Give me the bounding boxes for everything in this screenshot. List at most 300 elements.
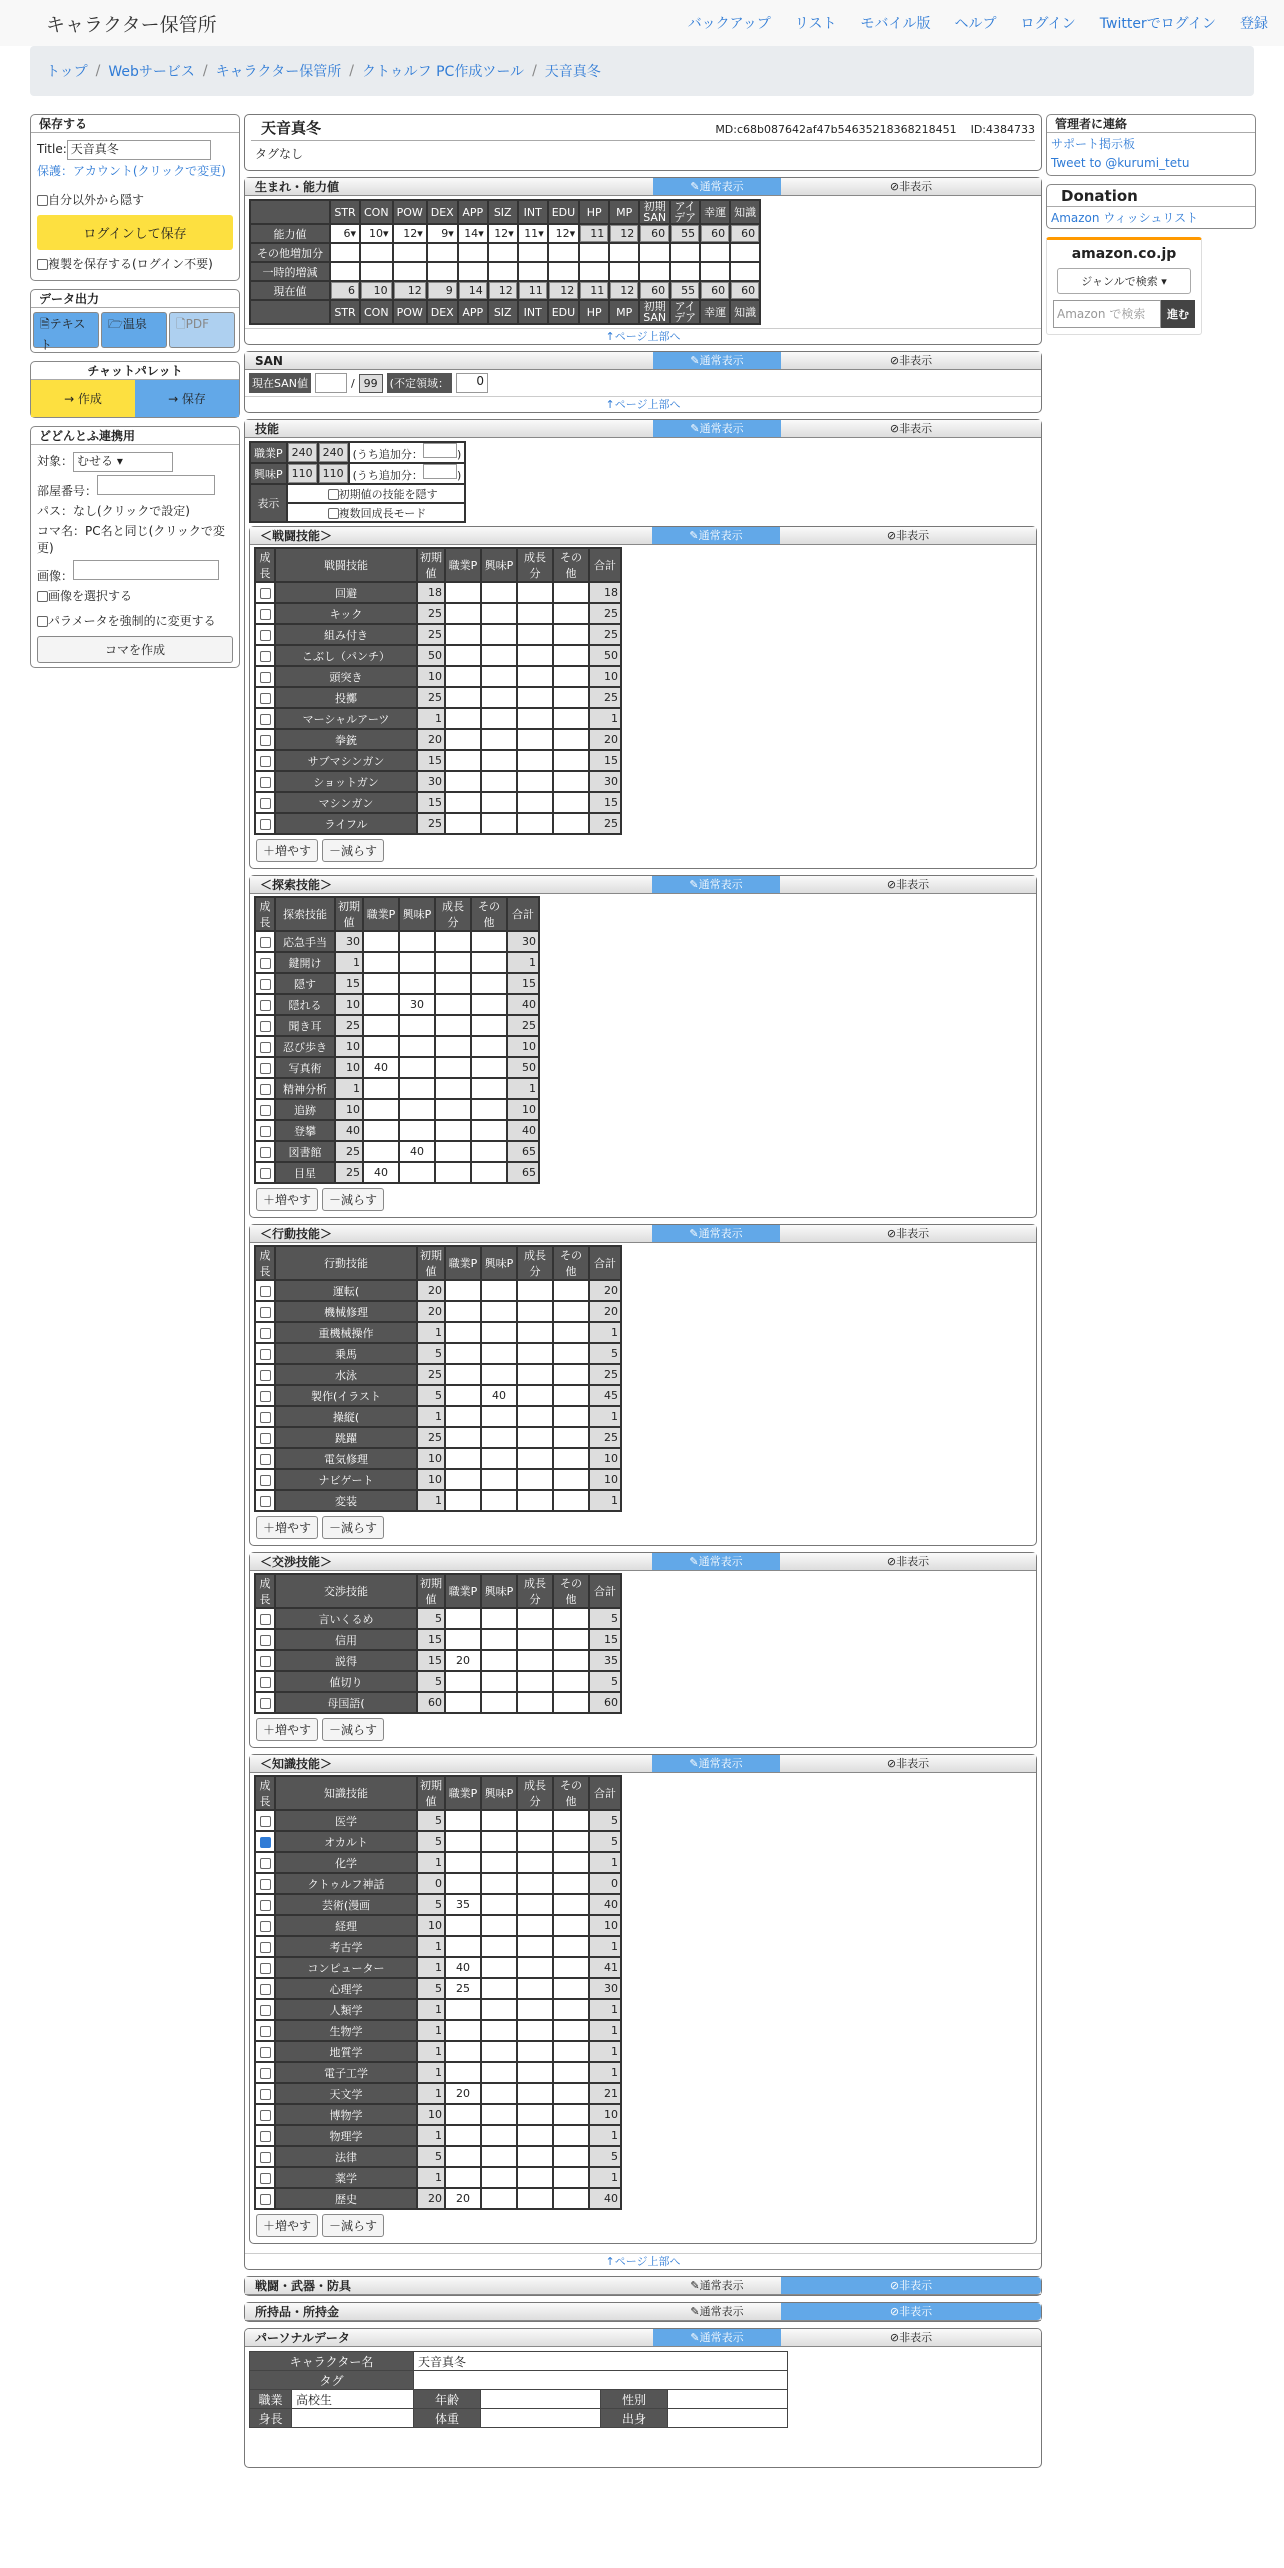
skill-growth-input[interactable] <box>518 751 552 770</box>
ability-input[interactable] <box>731 263 759 280</box>
normal-view-button[interactable] <box>653 2329 781 2346</box>
remove-row-button[interactable]: －減らす <box>322 1188 384 1211</box>
ability-input[interactable] <box>640 263 669 280</box>
grow-checkbox[interactable] <box>260 979 271 990</box>
grow-checkbox[interactable] <box>260 1286 271 1297</box>
skill-interest-input[interactable] <box>400 1016 434 1035</box>
skill-growth-input[interactable] <box>518 646 552 665</box>
skill-other-input[interactable] <box>554 1386 588 1405</box>
skill-job-input[interactable]: 25 <box>446 1979 480 1998</box>
skill-other-input[interactable] <box>554 772 588 791</box>
skill-job-input[interactable]: 20 <box>446 2189 480 2208</box>
skill-interest-input[interactable] <box>482 1491 516 1510</box>
grow-checkbox[interactable] <box>260 1984 271 1995</box>
grow-checkbox[interactable] <box>260 1042 271 1053</box>
remove-row-button[interactable]: －減らす <box>322 1516 384 1539</box>
skill-growth-input[interactable] <box>518 1470 552 1489</box>
skill-interest-input[interactable] <box>482 2000 516 2019</box>
skill-interest-input[interactable] <box>482 1937 516 1956</box>
skill-job-input[interactable] <box>446 1853 480 1872</box>
pass-link[interactable]: パス：なし(クリックで設定) <box>37 504 190 518</box>
grow-checkbox[interactable] <box>260 693 271 704</box>
skill-other-input[interactable] <box>554 793 588 812</box>
genre-select[interactable]: ジャンルで検索 ▾ <box>1057 268 1191 294</box>
skill-other-input[interactable] <box>554 1491 588 1510</box>
skill-interest-input[interactable] <box>482 2126 516 2145</box>
skill-interest-input[interactable] <box>482 2021 516 2040</box>
skill-growth-input[interactable] <box>518 1609 552 1628</box>
add-row-button[interactable]: ＋増やす <box>256 1188 318 1211</box>
skill-other-input[interactable] <box>554 2021 588 2040</box>
skill-other-input[interactable] <box>554 1979 588 1998</box>
skill-other-input[interactable] <box>554 814 588 833</box>
ability-input[interactable] <box>610 244 638 261</box>
copy-checkbox[interactable] <box>37 259 48 270</box>
skill-growth-input[interactable] <box>518 1386 552 1405</box>
skill-growth-input[interactable] <box>436 932 470 951</box>
skill-job-input[interactable] <box>446 814 480 833</box>
ability-input[interactable] <box>549 263 578 280</box>
skill-growth-input[interactable] <box>518 2084 552 2103</box>
normal-view-button[interactable] <box>653 352 781 369</box>
hide-button[interactable] <box>781 420 1041 437</box>
skill-job-input[interactable] <box>446 688 480 707</box>
grow-checkbox[interactable] <box>260 1147 271 1158</box>
skill-job-input[interactable] <box>446 1407 480 1426</box>
grow-checkbox[interactable] <box>260 1021 271 1032</box>
skill-other-input[interactable] <box>554 1874 588 1893</box>
skill-growth-input[interactable] <box>436 1058 470 1077</box>
nav-link[interactable]: Twitterでログイン <box>1099 16 1216 32</box>
skill-interest-input[interactable] <box>482 709 516 728</box>
normal-view-button[interactable] <box>652 527 780 544</box>
ability-select[interactable] <box>489 225 517 242</box>
ability-input[interactable] <box>731 244 759 261</box>
skill-growth-input[interactable] <box>518 604 552 623</box>
skill-growth-input[interactable] <box>518 2126 552 2145</box>
skill-interest-input[interactable] <box>482 1979 516 1998</box>
skill-other-input[interactable] <box>554 1651 588 1670</box>
skill-other-input[interactable] <box>554 1449 588 1468</box>
skill-other-input[interactable] <box>554 1832 588 1851</box>
page-top-link[interactable]: ↑ページ上部へ <box>245 396 1041 412</box>
skill-job-input[interactable]: 20 <box>446 1651 480 1670</box>
skill-other-input[interactable] <box>472 953 506 972</box>
grow-checkbox[interactable] <box>260 1433 271 1444</box>
grow-checkbox[interactable] <box>260 1900 271 1911</box>
skill-job-input[interactable] <box>446 1470 480 1489</box>
grow-checkbox[interactable] <box>260 1963 271 1974</box>
ability-input[interactable] <box>331 263 359 280</box>
breadcrumb-item[interactable]: クトゥルフ PC作成ツール <box>362 64 525 80</box>
skill-interest-input[interactable] <box>482 1651 516 1670</box>
skill-interest-input[interactable] <box>482 1832 516 1851</box>
skill-other-input[interactable] <box>554 2042 588 2061</box>
grow-checkbox[interactable] <box>260 1349 271 1360</box>
skill-growth-input[interactable] <box>518 1449 552 1468</box>
grow-checkbox[interactable] <box>260 1656 271 1667</box>
grow-checkbox[interactable] <box>260 2110 271 2121</box>
skill-interest-input[interactable] <box>482 1365 516 1384</box>
normal-view-button[interactable] <box>652 1553 780 1570</box>
hide-checkbox[interactable] <box>37 195 48 206</box>
skill-growth-input[interactable] <box>518 1832 552 1851</box>
chat-create-button[interactable]: → 作成 <box>31 380 135 417</box>
grow-checkbox[interactable] <box>260 672 271 683</box>
skill-interest-input[interactable] <box>482 2105 516 2124</box>
skill-interest-input[interactable] <box>482 1302 516 1321</box>
grow-checkbox[interactable] <box>260 1677 271 1688</box>
grow-checkbox[interactable] <box>260 651 271 662</box>
skill-growth-input[interactable] <box>518 625 552 644</box>
skill-interest-input[interactable] <box>400 932 434 951</box>
grow-checkbox[interactable] <box>260 1328 271 1339</box>
skill-job-input[interactable] <box>446 709 480 728</box>
skill-interest-input[interactable] <box>482 646 516 665</box>
skill-growth-input[interactable] <box>436 974 470 993</box>
ability-select[interactable] <box>331 225 359 242</box>
skill-other-input[interactable] <box>554 1281 588 1300</box>
skill-growth-input[interactable] <box>518 1651 552 1670</box>
skill-job-input[interactable] <box>446 1428 480 1447</box>
skill-interest-input[interactable] <box>400 1058 434 1077</box>
skill-other-input[interactable] <box>554 2084 588 2103</box>
skill-other-input[interactable] <box>554 1344 588 1363</box>
skill-growth-input[interactable] <box>518 1853 552 1872</box>
skill-job-input[interactable] <box>446 2105 480 2124</box>
skill-job-input[interactable] <box>446 1937 480 1956</box>
skill-job-input[interactable] <box>446 1386 480 1405</box>
skill-job-input[interactable] <box>446 2063 480 2082</box>
add-row-button[interactable]: ＋増やす <box>256 839 318 862</box>
skill-other-input[interactable] <box>472 1142 506 1161</box>
skill-interest-input[interactable] <box>482 2063 516 2082</box>
skill-other-input[interactable] <box>554 1470 588 1489</box>
skill-interest-input[interactable] <box>482 583 516 602</box>
skill-growth-input[interactable] <box>518 2168 552 2187</box>
skill-growth-input[interactable] <box>518 1344 552 1363</box>
skill-growth-input[interactable] <box>518 1811 552 1830</box>
ability-input[interactable] <box>701 263 729 280</box>
skill-interest-input[interactable] <box>482 1811 516 1830</box>
grow-checkbox[interactable] <box>260 958 271 969</box>
skill-job-input[interactable] <box>446 1302 480 1321</box>
grow-checkbox[interactable] <box>260 1858 271 1869</box>
skill-job-input[interactable] <box>446 2042 480 2061</box>
brand-title[interactable]: キャラクター保管所 <box>46 13 217 36</box>
skill-interest-input[interactable] <box>482 1916 516 1935</box>
breadcrumb-item[interactable]: 天音真冬 <box>544 64 601 80</box>
export-onsen-button[interactable] <box>101 312 167 348</box>
skill-growth-input[interactable] <box>518 1323 552 1342</box>
hide-button[interactable] <box>780 1225 1036 1242</box>
skill-interest-input[interactable]: 40 <box>482 1386 516 1405</box>
skill-other-input[interactable] <box>554 1693 588 1712</box>
hide-button[interactable] <box>781 2303 1041 2320</box>
grow-checkbox[interactable] <box>260 1614 271 1625</box>
normal-view-button[interactable] <box>653 178 781 195</box>
skill-growth-input[interactable] <box>436 995 470 1014</box>
grow-checkbox[interactable] <box>260 2005 271 2016</box>
skill-interest-input[interactable] <box>482 1449 516 1468</box>
skill-growth-input[interactable] <box>518 1302 552 1321</box>
grow-checkbox[interactable] <box>260 819 271 830</box>
skill-other-input[interactable] <box>472 932 506 951</box>
grow-checkbox[interactable] <box>260 1921 271 1932</box>
ability-input[interactable] <box>610 263 638 280</box>
grow-checkbox[interactable] <box>260 714 271 725</box>
grow-checkbox[interactable] <box>260 777 271 788</box>
skill-other-input[interactable] <box>554 1407 588 1426</box>
ability-input[interactable] <box>394 244 426 261</box>
name-value[interactable]: 天音真冬 <box>414 2352 788 2371</box>
skill-job-input[interactable] <box>446 1916 480 1935</box>
skill-job-input[interactable] <box>446 1672 480 1691</box>
ability-select[interactable] <box>394 225 426 242</box>
grow-checkbox[interactable] <box>260 1307 271 1318</box>
skill-interest-input[interactable] <box>400 1037 434 1056</box>
skill-job-input[interactable] <box>446 604 480 623</box>
skill-growth-input[interactable] <box>436 1016 470 1035</box>
grow-checkbox[interactable] <box>260 1837 271 1848</box>
login-save-button[interactable]: ログインして保存 <box>37 215 233 250</box>
skill-growth-input[interactable] <box>518 2021 552 2040</box>
grow-checkbox[interactable] <box>260 1084 271 1095</box>
breadcrumb-item[interactable]: Webサービス <box>108 64 195 80</box>
skill-growth-input[interactable] <box>518 688 552 707</box>
ability-input[interactable] <box>361 263 392 280</box>
skill-other-input[interactable] <box>554 1428 588 1447</box>
skill-growth-input[interactable] <box>518 2147 552 2166</box>
nav-link[interactable]: モバイル版 <box>860 16 931 32</box>
skill-growth-input[interactable] <box>518 1916 552 1935</box>
grow-checkbox[interactable] <box>260 1412 271 1423</box>
target-select[interactable]: むせる ▾ <box>73 452 173 472</box>
skill-job-input[interactable] <box>446 1832 480 1851</box>
skill-interest-input[interactable] <box>482 772 516 791</box>
grow-checkbox[interactable] <box>260 937 271 948</box>
skill-job-input[interactable]: 40 <box>364 1163 398 1182</box>
skill-other-input[interactable] <box>472 974 506 993</box>
normal-view-button[interactable] <box>652 1755 780 1772</box>
skill-other-input[interactable] <box>554 709 588 728</box>
nav-link[interactable]: ログイン <box>1020 16 1076 32</box>
skill-job-input[interactable] <box>446 625 480 644</box>
grow-checkbox[interactable] <box>260 1063 271 1074</box>
ability-select[interactable] <box>428 225 457 242</box>
skill-job-input[interactable] <box>364 1121 398 1140</box>
grow-checkbox[interactable] <box>260 756 271 767</box>
grow-checkbox[interactable] <box>260 1370 271 1381</box>
skill-interest-input[interactable] <box>400 953 434 972</box>
skill-job-input[interactable] <box>446 751 480 770</box>
ability-input[interactable] <box>640 244 669 261</box>
hide-button[interactable] <box>780 1755 1036 1772</box>
skill-job-input[interactable] <box>446 2168 480 2187</box>
skill-job-input[interactable] <box>364 953 398 972</box>
grow-checkbox[interactable] <box>260 2089 271 2100</box>
skill-interest-input[interactable] <box>482 1672 516 1691</box>
select-image-checkbox[interactable] <box>37 591 48 602</box>
skill-other-input[interactable] <box>472 1163 506 1182</box>
skill-interest-input[interactable] <box>482 1281 516 1300</box>
grow-checkbox[interactable] <box>260 1496 271 1507</box>
skill-growth-input[interactable] <box>518 1979 552 1998</box>
normal-view-button[interactable] <box>652 876 780 893</box>
skill-growth-input[interactable] <box>518 1407 552 1426</box>
skill-other-input[interactable] <box>554 646 588 665</box>
skill-job-input[interactable] <box>446 1693 480 1712</box>
skill-interest-input[interactable] <box>400 1079 434 1098</box>
grow-checkbox[interactable] <box>260 2131 271 2142</box>
skill-other-input[interactable] <box>472 1016 506 1035</box>
skill-other-input[interactable] <box>472 1058 506 1077</box>
export-text-button[interactable] <box>33 312 99 352</box>
job-extra-input[interactable] <box>423 443 457 458</box>
skill-job-input[interactable] <box>364 1100 398 1119</box>
hide-button[interactable] <box>781 2277 1041 2294</box>
skill-job-input[interactable]: 40 <box>446 1958 480 1977</box>
grow-checkbox[interactable] <box>260 1942 271 1953</box>
skill-interest-input[interactable] <box>482 1407 516 1426</box>
skill-other-input[interactable] <box>554 751 588 770</box>
normal-view-button[interactable] <box>653 420 781 437</box>
ability-input[interactable] <box>580 263 608 280</box>
nav-link[interactable]: 登録 <box>1240 16 1268 32</box>
hide-button[interactable] <box>780 1553 1036 1570</box>
skill-interest-input[interactable] <box>482 1609 516 1628</box>
skill-other-input[interactable] <box>554 2147 588 2166</box>
add-row-button[interactable]: ＋増やす <box>256 2214 318 2237</box>
skill-job-input[interactable] <box>446 1365 480 1384</box>
breadcrumb-item[interactable]: トップ <box>46 64 88 80</box>
origin-value[interactable] <box>668 2409 788 2428</box>
skill-interest-input[interactable] <box>482 1470 516 1489</box>
skill-other-input[interactable] <box>554 1672 588 1691</box>
amazon-search-input[interactable]: Amazon で検索 <box>1053 300 1161 328</box>
skill-other-input[interactable] <box>554 1302 588 1321</box>
skill-job-input[interactable] <box>446 1491 480 1510</box>
skill-job-input[interactable] <box>446 1630 480 1649</box>
skill-growth-input[interactable] <box>518 2105 552 2124</box>
skill-other-input[interactable] <box>554 2126 588 2145</box>
skill-growth-input[interactable] <box>518 730 552 749</box>
tweet-link[interactable]: Tweet to @kurumi_tetu <box>1051 156 1190 170</box>
skill-other-input[interactable] <box>554 667 588 686</box>
export-pdf-button[interactable] <box>169 312 235 348</box>
grow-checkbox[interactable] <box>260 735 271 746</box>
grow-checkbox[interactable] <box>260 1126 271 1137</box>
grow-checkbox[interactable] <box>260 1816 271 1827</box>
skill-other-input[interactable] <box>554 583 588 602</box>
skill-other-input[interactable] <box>554 1853 588 1872</box>
grow-checkbox[interactable] <box>260 1635 271 1646</box>
skill-other-input[interactable] <box>554 2105 588 2124</box>
grow-checkbox[interactable] <box>260 1105 271 1116</box>
skill-growth-input[interactable] <box>518 583 552 602</box>
grow-checkbox[interactable] <box>260 1879 271 1890</box>
ability-input[interactable] <box>519 263 547 280</box>
skill-growth-input[interactable] <box>518 814 552 833</box>
ability-input[interactable] <box>459 244 487 261</box>
grow-checkbox[interactable] <box>260 2173 271 2184</box>
ability-input[interactable] <box>519 244 547 261</box>
remove-row-button[interactable]: －減らす <box>322 2214 384 2237</box>
ability-input[interactable] <box>331 244 359 261</box>
skill-growth-input[interactable] <box>518 1491 552 1510</box>
skill-growth-input[interactable] <box>518 2189 552 2208</box>
nav-link[interactable]: バックアップ <box>687 16 771 32</box>
grow-checkbox[interactable] <box>260 1475 271 1486</box>
ability-select[interactable] <box>519 225 547 242</box>
int-extra-input[interactable] <box>423 464 457 479</box>
title-input[interactable]: 天音真冬 <box>67 140 211 160</box>
skill-other-input[interactable] <box>554 1937 588 1956</box>
image-input[interactable] <box>73 560 219 580</box>
ability-input[interactable] <box>459 263 487 280</box>
indef-value[interactable]: 0 <box>456 373 488 393</box>
skill-growth-input[interactable] <box>436 1142 470 1161</box>
skill-job-input[interactable] <box>364 1142 398 1161</box>
remove-row-button[interactable]: －減らす <box>322 1718 384 1741</box>
skill-other-input[interactable] <box>472 1037 506 1056</box>
skill-interest-input[interactable] <box>482 1895 516 1914</box>
skill-interest-input[interactable] <box>482 604 516 623</box>
skill-interest-input[interactable]: 30 <box>400 995 434 1014</box>
skill-other-input[interactable] <box>472 1121 506 1140</box>
ability-input[interactable] <box>549 244 578 261</box>
ability-input[interactable] <box>671 263 699 280</box>
grow-checkbox[interactable] <box>260 588 271 599</box>
skill-job-input[interactable]: 40 <box>364 1058 398 1077</box>
koma-link[interactable]: コマ名：PC名と同じ(クリックで変更) <box>37 524 225 555</box>
skill-job-input[interactable] <box>446 1609 480 1628</box>
ability-select[interactable] <box>361 225 392 242</box>
grow-checkbox[interactable] <box>260 1454 271 1465</box>
skill-job-input[interactable] <box>446 793 480 812</box>
skill-growth-input[interactable] <box>436 1037 470 1056</box>
skill-job-input[interactable] <box>364 974 398 993</box>
grow-checkbox[interactable] <box>260 2152 271 2163</box>
hide-button[interactable] <box>781 2329 1041 2346</box>
normal-view-button[interactable] <box>653 2277 781 2294</box>
skill-growth-input[interactable] <box>436 1100 470 1119</box>
skill-job-input[interactable] <box>446 1874 480 1893</box>
multi-checkbox[interactable] <box>328 508 339 519</box>
add-row-button[interactable]: ＋増やす <box>256 1516 318 1539</box>
skill-job-input[interactable] <box>446 2000 480 2019</box>
grow-checkbox[interactable] <box>260 2047 271 2058</box>
ability-input[interactable] <box>489 244 517 261</box>
skill-other-input[interactable] <box>472 1079 506 1098</box>
skill-growth-input[interactable] <box>518 2063 552 2082</box>
skill-growth-input[interactable] <box>518 1630 552 1649</box>
page-top-link[interactable]: ↑ページ上部へ <box>245 2253 1041 2269</box>
skill-growth-input[interactable] <box>518 1937 552 1956</box>
skill-job-input[interactable] <box>446 1323 480 1342</box>
skill-job-input[interactable] <box>446 730 480 749</box>
ability-input[interactable] <box>580 244 608 261</box>
skill-other-input[interactable] <box>472 1100 506 1119</box>
skill-job-input[interactable] <box>446 1449 480 1468</box>
skill-growth-input[interactable] <box>518 1895 552 1914</box>
protect-link[interactable]: 保護：アカウント(クリックで変更) <box>37 164 226 178</box>
ability-input[interactable] <box>428 263 457 280</box>
skill-job-input[interactable] <box>446 1281 480 1300</box>
skill-interest-input[interactable] <box>482 625 516 644</box>
grow-checkbox[interactable] <box>260 798 271 809</box>
create-koma-button[interactable]: コマを作成 <box>37 636 233 663</box>
